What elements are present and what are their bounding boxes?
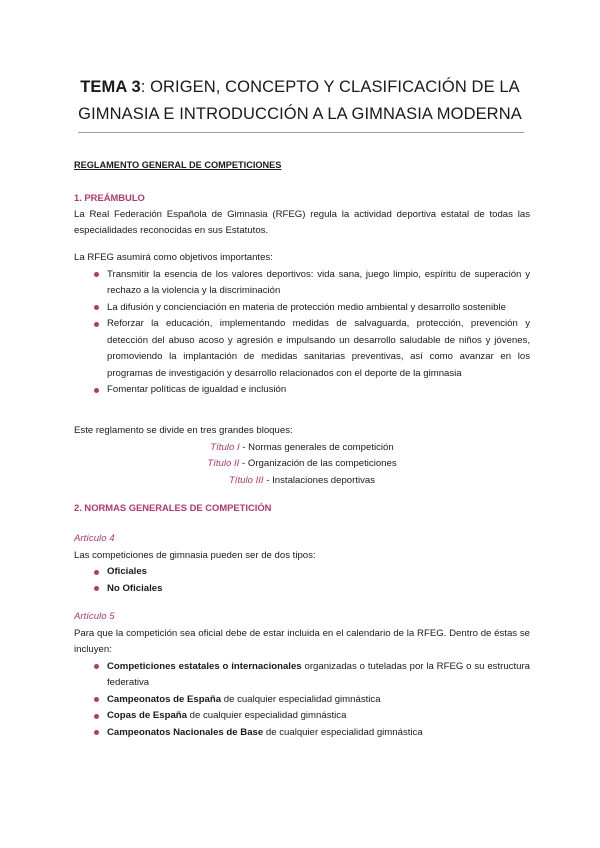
bullet-icon (94, 586, 99, 591)
reglamento-heading-block (74, 157, 530, 175)
articulo-5-label: Artículo 5 (74, 611, 115, 622)
section-normas-heading-block (74, 500, 530, 517)
list-item: Copas de España de cualquier especialidad gimnástica (74, 708, 530, 725)
title-divider (78, 132, 524, 133)
bloque-titulo-3: Título III - Instalaciones deportivas (228, 474, 376, 486)
preambulo-paragraph: La Real Federación Española de Gimnasia (RFEG) regula la actividad deportiva estatal de todas las especialidades reconocidas en sus Estatutos. (74, 208, 530, 236)
list-item: Competiciones estatales o internacionales organizadas o tuteladas por la RFEG o su estructura federativa (74, 659, 530, 692)
section-heading-normas: 2. NORMAS GENERALES DE COMPETICIÓN (74, 502, 272, 513)
section-preambulo (74, 190, 530, 240)
articulo-5-text: Para que la competición sea oficial debe de estar incluida en el calendario de la RFEG. Dentro de éstas se incluyen: (74, 627, 530, 655)
title-line-1: : ORIGEN, CONCEPTO Y CLASIFICACIÓN DE LA (140, 78, 520, 96)
articulo-5 (74, 609, 530, 741)
bullet-icon (94, 322, 99, 327)
list-item: Fomentar políticas de igualdad e inclusión (74, 382, 530, 399)
articulo-4-label: Artículo 4 (74, 533, 115, 544)
bloques-block (74, 423, 530, 489)
objetivos-block (74, 250, 530, 399)
bloques-intro: Este reglamento se divide en tres grandes bloques: (74, 425, 293, 436)
articulo-4-list (74, 564, 530, 597)
bloque-titulo-1: Título I - Normas generales de competición (210, 441, 394, 453)
list-item: No Oficiales (74, 581, 530, 598)
objetivos-intro: La RFEG asumirá como objetivos importantes: (74, 252, 273, 263)
page-title (60, 74, 540, 128)
objetivos-list (74, 267, 530, 399)
bloque-titulo-2: Título II - Organización de las competiciones (207, 458, 397, 469)
bullet-icon (94, 305, 99, 310)
list-item: Oficiales (74, 564, 530, 581)
title-topic-number: TEMA 3 (80, 78, 141, 96)
bullet-icon (94, 388, 99, 393)
bullet-icon (94, 664, 99, 669)
title-line-2: GIMNASIA E INTRODUCCIÓN A LA GIMNASIA MODERNA (78, 105, 522, 123)
list-item: Campeonatos de España de cualquier especialidad gimnástica (74, 692, 530, 709)
articulo-5-list (74, 659, 530, 742)
articulo-4 (74, 531, 530, 597)
list-item: Reforzar la educación, implementando medidas de salvaguarda, protección, prevención y detección del abuso acoso y agresión e impulsando un desarrollo saludable de niños y jóvenes, promoviendo la implantación de medidas sanitarias preventivas, así como avanzar en los programas de investigación y desarrollo relacionados con el deporte de la gimnasia (74, 316, 530, 382)
bullet-icon (94, 272, 99, 277)
bullet-icon (94, 570, 99, 575)
section-heading-preambulo: 1. PREÁMBULO (74, 192, 145, 203)
list-item: Transmitir la esencia de los valores deportivos: vida sana, juego limpio, espíritu de superación y rechazo a la violencia y la discriminación (74, 267, 530, 300)
bullet-icon (94, 697, 99, 702)
reglamento-heading: REGLAMENTO GENERAL DE COMPETICIONES (74, 160, 282, 170)
list-item: La difusión y concienciación en materia de protección medio ambiental y desarrollo sostenible (74, 300, 530, 317)
bullet-icon (94, 730, 99, 735)
list-item: Campeonatos Nacionales de Base de cualquier especialidad gimnástica (74, 725, 530, 742)
bullet-icon (94, 714, 99, 719)
articulo-4-text: Las competiciones de gimnasia pueden ser de dos tipos: (74, 549, 316, 561)
